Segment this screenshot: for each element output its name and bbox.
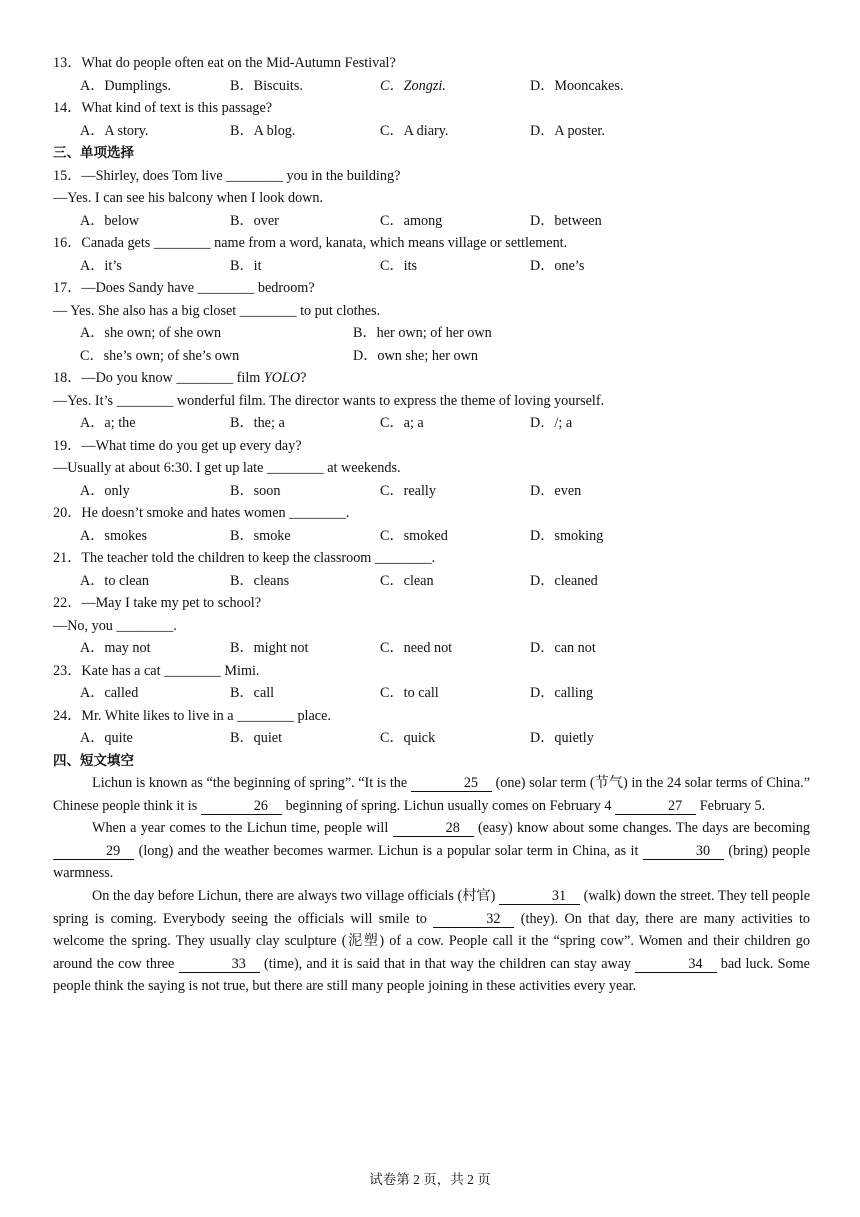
option-c-text: C．Zongzi. <box>380 77 446 94</box>
option-d[interactable]: D．calling <box>530 685 594 701</box>
question-19-options <box>53 480 810 503</box>
option-c[interactable]: C．to call <box>380 685 439 701</box>
passage-paragraph-2 <box>53 817 810 885</box>
question-18-response: —Yes. It’s ________ wonderful film. The director wants to express the theme of loving yourself. <box>53 392 605 409</box>
option-d[interactable]: D．A poster. <box>530 122 605 139</box>
option-a[interactable]: A．may not <box>80 640 151 656</box>
option-b[interactable]: B．Biscuits. <box>230 77 303 94</box>
question-15-response: —Yes. I can see his balcony when I look down. <box>53 190 324 206</box>
option-c[interactable]: C．a; a <box>380 415 424 431</box>
blank-30[interactable]: 30 <box>643 843 724 860</box>
option-b[interactable]: B．smoke <box>230 527 291 544</box>
question-22-options <box>53 637 810 660</box>
passage-text: (one) solar term (节气) in the 24 solar terms of China.” Chinese people think it is <box>53 775 810 814</box>
option-a[interactable]: A．called <box>80 685 139 701</box>
option-b[interactable]: B．might not <box>230 640 309 656</box>
question-18-stem <box>53 367 810 390</box>
blank-26[interactable]: 26 <box>201 798 282 815</box>
option-c[interactable] <box>380 75 530 98</box>
question-18-stem-pre: 18．—Do you know ________ film <box>53 370 264 386</box>
question-16-stem: 16．Canada gets ________ name from a word, kanata, which means village or settlement. <box>53 235 568 251</box>
question-20-stem: 20．He doesn’t smoke and hates women ________. <box>53 505 350 521</box>
option-b[interactable]: B．quiet <box>230 730 283 746</box>
option-d[interactable]: D．even <box>530 482 582 499</box>
question-17-options-row1 <box>53 322 810 345</box>
option-d[interactable]: D．Mooncakes. <box>530 77 624 94</box>
passage-paragraph-1 <box>53 772 810 817</box>
passage-text: February 5. <box>696 797 766 814</box>
question-13-stem: 13．What do people often eat on the Mid-Autumn Festival? <box>53 55 396 71</box>
blank-31[interactable]: 31 <box>499 888 580 905</box>
passage-text: (easy) know about some changes. The days are becoming <box>473 820 810 837</box>
option-c[interactable]: C．really <box>380 482 436 499</box>
blank-34[interactable]: 34 <box>635 956 716 973</box>
question-18-film-title: YOLO <box>263 370 301 386</box>
passage-text: (time), and it is said that in that way the children can stay away <box>259 955 636 972</box>
question-13-options <box>53 75 810 98</box>
option-c[interactable]: C．smoked <box>380 527 448 544</box>
option-c[interactable]: C．need not <box>380 640 453 656</box>
blank-29[interactable]: 29 <box>53 843 134 860</box>
passage-text: (walk) down the street. They tell people spring is coming. Everybody seeing the officials will smile to <box>53 887 810 927</box>
option-d[interactable]: D．quietly <box>530 730 594 746</box>
question-22-response: —No, you ________. <box>53 617 177 634</box>
blank-32[interactable]: 32 <box>433 911 514 928</box>
option-d[interactable]: D．can not <box>530 640 596 656</box>
question-23-stem: 23．Kate has a cat ________ Mimi. <box>53 662 260 679</box>
question-15-stem: 15．—Shirley, does Tom live ________ you in the building? <box>53 167 401 184</box>
option-b[interactable]: B．over <box>230 212 279 229</box>
passage-text: (long) and the weather becomes warmer. Lichun is a popular solar term in China, as it <box>134 842 643 859</box>
option-b[interactable]: B．the; a <box>230 415 285 431</box>
option-b[interactable]: B．it <box>230 257 262 274</box>
passage-text: beginning of spring. Lichun usually comes on February 4 <box>282 797 615 814</box>
option-d[interactable]: D．smoking <box>530 527 604 544</box>
question-23-options <box>53 682 810 705</box>
question-21-stem: 21．The teacher told the children to keep the classroom ________. <box>53 550 436 566</box>
blank-25[interactable]: 25 <box>411 775 492 792</box>
blank-27[interactable]: 27 <box>615 798 696 815</box>
question-18-options <box>53 412 810 435</box>
question-19-response: —Usually at about 6:30. I get up late ________ at weekends. <box>53 460 401 476</box>
option-c[interactable]: C．A diary. <box>380 122 449 139</box>
option-b[interactable]: B．cleans <box>230 572 290 589</box>
option-a[interactable]: A．smokes <box>80 527 147 544</box>
option-a[interactable]: A．she own; of she own <box>80 325 222 341</box>
option-b[interactable]: B．call <box>230 685 275 701</box>
option-d[interactable]: D．cleaned <box>530 572 598 589</box>
option-d[interactable]: D．own she; her own <box>353 347 478 364</box>
question-14-stem: 14．What kind of text is this passage? <box>53 100 273 116</box>
blank-33[interactable]: 33 <box>179 956 260 973</box>
section-4-title: 四、短文填空 <box>53 752 134 769</box>
page-footer: 试卷第 2 页，共 2 页 <box>369 1172 491 1187</box>
passage-text: bad luck. Some people think the saying is not true, but there are still many people joining in these activities every year. <box>53 955 810 995</box>
passage-text: Lichun is known as “the beginning of spring”. “It is the <box>92 775 411 791</box>
passage-text: When a year comes to the Lichun time, people will <box>92 820 393 837</box>
question-21-options <box>53 570 810 593</box>
question-17-options-row2 <box>53 345 810 368</box>
option-c[interactable]: C．its <box>380 257 418 274</box>
option-d[interactable]: D．/; a <box>530 415 573 431</box>
option-a[interactable]: A．A story. <box>80 122 149 139</box>
question-17-response: — Yes. She also has a big closet ________ to put clothes. <box>53 302 381 319</box>
passage-paragraph-3 <box>53 885 810 998</box>
option-a[interactable]: A．Dumplings. <box>80 77 172 94</box>
exam-page <box>53 52 810 998</box>
option-a[interactable]: A．below <box>80 212 140 229</box>
question-16-options <box>53 255 810 278</box>
question-18-stem-post: ? <box>300 370 307 386</box>
option-b[interactable]: B．soon <box>230 482 281 499</box>
question-22-stem: 22．—May I take my pet to school? <box>53 595 262 611</box>
option-c[interactable]: C．quick <box>380 730 436 746</box>
option-d[interactable]: D．between <box>530 212 602 229</box>
question-14-options <box>53 120 810 143</box>
question-17-stem: 17．—Does Sandy have ________ bedroom? <box>53 280 315 296</box>
option-a[interactable]: A．quite <box>80 730 133 746</box>
question-24-options <box>53 727 810 750</box>
question-19-stem: 19．—What time do you get up every day? <box>53 437 302 454</box>
option-a[interactable]: A．a; the <box>80 415 136 431</box>
option-a[interactable]: A．it’s <box>80 257 122 274</box>
option-c[interactable]: C．clean <box>380 572 434 589</box>
passage-text: On the day before Lichun, there are always two village officials (村官) <box>92 887 499 904</box>
option-d[interactable]: D．one’s <box>530 257 585 274</box>
option-b[interactable]: B．her own; of her own <box>353 325 492 341</box>
question-15-options <box>53 210 810 233</box>
blank-28[interactable]: 28 <box>393 820 474 837</box>
option-c[interactable]: C．among <box>380 212 443 229</box>
passage-text: (they). On that day, there are many activities to welcome the spring. They usually clay sculpture (泥塑) of a cow. People call it the “spring cow”. Women and their children go around the cow three <box>53 910 810 972</box>
option-c[interactable]: C．she’s own; of she’s own <box>80 347 240 364</box>
option-b[interactable]: B．A blog. <box>230 122 296 139</box>
question-24-stem: 24．Mr. White likes to live in a ________ place. <box>53 707 331 724</box>
option-a[interactable]: A．to clean <box>80 572 149 589</box>
section-3-title: 三、单项选择 <box>53 145 134 161</box>
option-a[interactable]: A．only <box>80 482 130 499</box>
question-20-options <box>53 525 810 548</box>
passage-text: (bring) people warmness. <box>53 842 810 882</box>
